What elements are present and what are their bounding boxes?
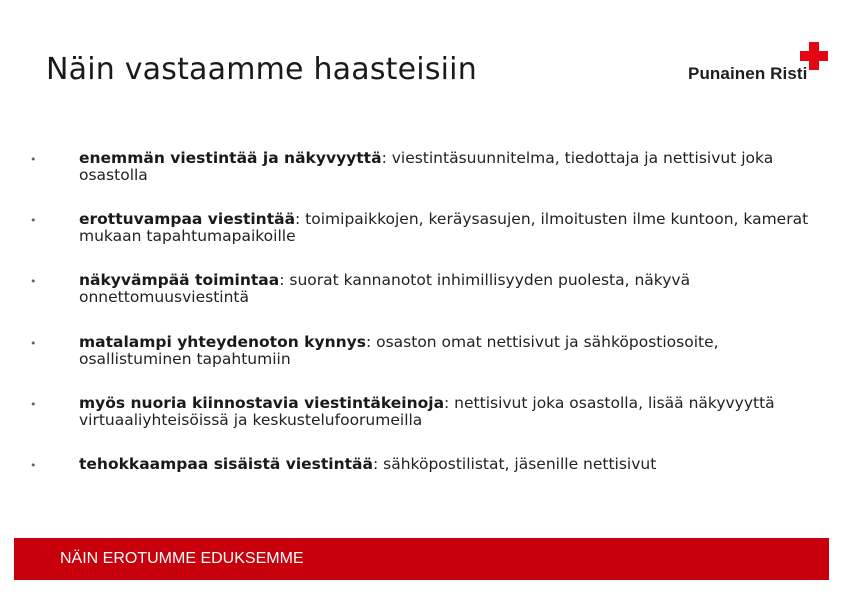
bullet-text bbox=[79, 334, 809, 368]
bullet-bold: matalampi yhteydenoton kynnys bbox=[79, 333, 366, 351]
bullet-bold: näkyvämpää toimintaa bbox=[79, 271, 280, 289]
footer-text: NÄIN EROTUMME EDUKSEMME bbox=[60, 550, 304, 567]
page-title: Näin vastaamme haasteisiin bbox=[46, 52, 477, 87]
bullet-icon: • bbox=[30, 275, 37, 288]
bullet-rest: : osaston omat nettisivut ja sähköpostiosoite, osallistuminen tapahtumiin bbox=[79, 333, 719, 368]
bullet-text bbox=[79, 272, 809, 306]
bullet-rest: : sähköpostilistat, jäsenille nettisivut bbox=[372, 455, 657, 473]
bullet-text bbox=[79, 395, 809, 429]
bullet-text bbox=[79, 456, 809, 473]
bullet-icon: • bbox=[30, 398, 37, 411]
bullet-bold: myös nuoria kiinnostavia viestintäkeinoja bbox=[79, 394, 445, 412]
bullet-bold: enemmän viestintää ja näkyvyyttä bbox=[79, 149, 382, 167]
bullet-rest: : viestintäsuunnitelma, tiedottaja ja nettisivut joka osastolla bbox=[79, 149, 774, 184]
bullet-bold: erottuvampaa viestintää bbox=[79, 210, 296, 228]
bullet-rest: : nettisivut joka osastolla, lisää näkyvyyttä virtuaaliyhteisöissä ja keskustelufoorumeilla bbox=[79, 394, 775, 429]
bullet-text bbox=[79, 211, 809, 245]
footer-banner bbox=[14, 538, 829, 580]
bullet-icon: • bbox=[30, 337, 37, 350]
bullet-icon: • bbox=[30, 459, 37, 472]
bullet-icon: • bbox=[30, 153, 37, 166]
punainen-risti-logo bbox=[688, 40, 830, 86]
logo-text: Punainen Risti bbox=[688, 64, 808, 83]
bullet-text bbox=[79, 150, 809, 184]
bullet-rest: : suorat kannanotot inhimillisyyden puolesta, näkyvä onnettomuusviestintä bbox=[79, 271, 691, 306]
bullet-icon: • bbox=[30, 214, 37, 227]
bullet-bold: tehokkaampaa sisäistä viestintää bbox=[79, 455, 373, 473]
bullet-rest: : toimipaikkojen, keräysasujen, ilmoitusten ilme kuntoon, kamerat mukaan tapahtumapaikoille bbox=[79, 210, 809, 245]
